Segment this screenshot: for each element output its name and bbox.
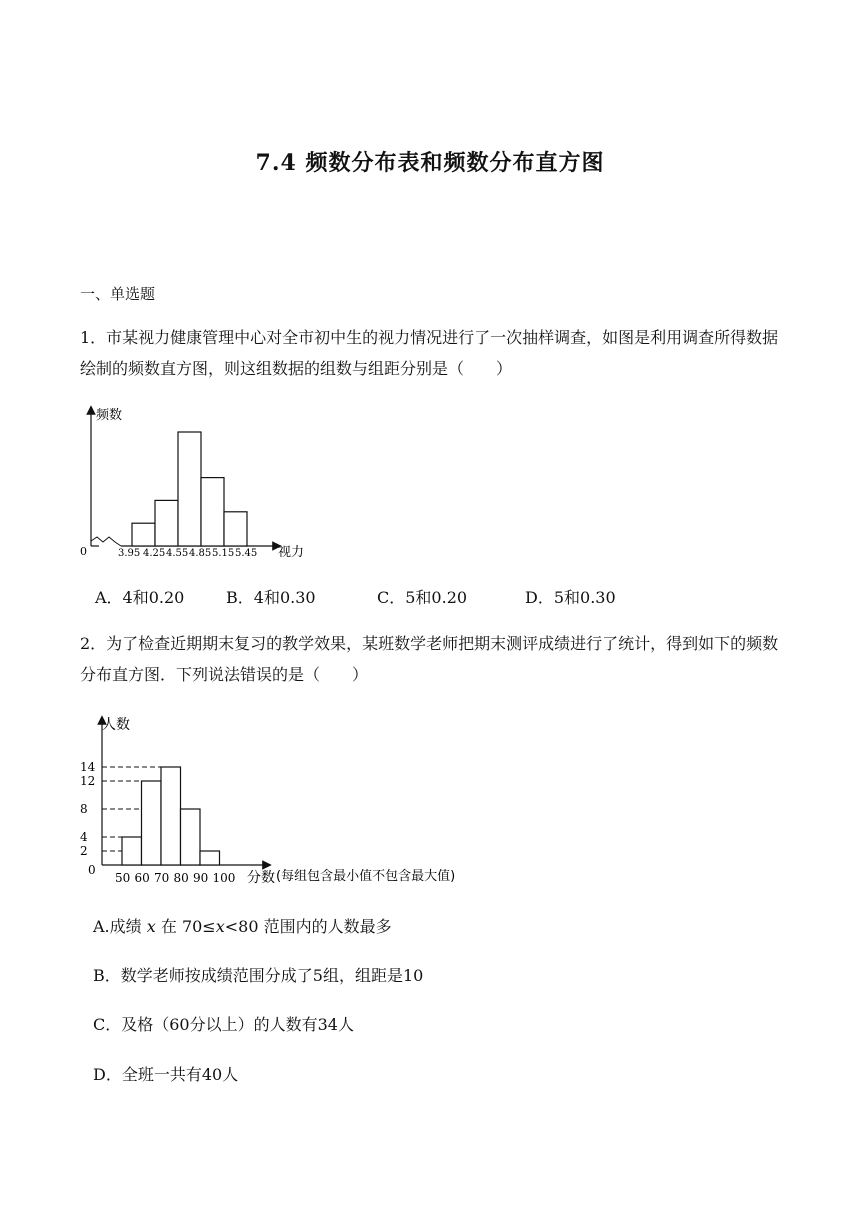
x-axis-label: 分数 bbox=[247, 870, 275, 886]
option-a[interactable]: A．4和0.20 bbox=[95, 588, 185, 607]
question-1-options bbox=[95, 585, 616, 608]
x-tick-label: 50 bbox=[115, 871, 131, 885]
origin-label: 0 bbox=[80, 545, 87, 558]
x-tick-label: 4.25 bbox=[143, 548, 166, 559]
chart-note: (每组包含最小值不包含最大值) bbox=[276, 869, 456, 884]
y-tick-label: 4 bbox=[80, 830, 88, 844]
histogram-bar bbox=[142, 781, 162, 865]
x-tick-label: 60 bbox=[134, 871, 150, 885]
y-tick-label: 12 bbox=[80, 774, 96, 788]
origin-label: 0 bbox=[88, 863, 96, 877]
figure-2-histogram bbox=[72, 712, 472, 896]
x-tick-label: 5.45 bbox=[235, 548, 258, 559]
histogram-bar bbox=[200, 851, 220, 865]
score-histogram bbox=[72, 712, 472, 892]
histogram-bar bbox=[181, 809, 201, 865]
axis-break-icon bbox=[91, 537, 121, 546]
histogram-bar bbox=[132, 523, 155, 546]
section-heading: 一、单选题 bbox=[80, 285, 156, 303]
figure-1-histogram bbox=[72, 400, 342, 569]
x-tick-label: 5.15 bbox=[212, 548, 235, 559]
x-tick-label: 80 bbox=[173, 871, 189, 885]
histogram-bar bbox=[201, 478, 224, 546]
option-c[interactable]: C．及格（60分以上）的人数有34人 bbox=[93, 1015, 354, 1034]
x-tick-label: 90 bbox=[193, 871, 209, 885]
question-2-text: 2．为了检查近期期末复习的教学效果，某班数学老师把期末测评成绩进行了统计，得到如下的频数分布直方图．下列说法错误的是（ ） bbox=[80, 634, 779, 684]
histogram-bar bbox=[155, 500, 178, 546]
histogram-bar bbox=[178, 432, 201, 546]
option-c[interactable]: C．5和0.20 bbox=[377, 588, 468, 607]
vision-histogram bbox=[72, 400, 342, 565]
y-tick-label: 2 bbox=[80, 844, 88, 858]
x-tick-label: 70 bbox=[154, 871, 170, 885]
y-tick-label: 8 bbox=[80, 802, 88, 816]
option-a[interactable]: A.成绩 x 在 70≤x<80 范围内的人数最多 bbox=[93, 917, 392, 936]
x-tick-label: 100 bbox=[212, 871, 236, 885]
x-tick-label: 3.95 bbox=[118, 548, 141, 559]
x-tick-label: 4.85 bbox=[189, 548, 212, 559]
option-b[interactable]: B．4和0.30 bbox=[226, 588, 316, 607]
option-d[interactable]: D．全班一共有40人 bbox=[93, 1065, 239, 1084]
histogram-bar bbox=[122, 837, 142, 865]
x-axis-label: 视力 bbox=[278, 545, 305, 560]
histogram-bar bbox=[224, 512, 247, 546]
page-title: 7.4 频数分布表和频数分布直方图 bbox=[255, 150, 605, 176]
option-d[interactable]: D．5和0.30 bbox=[525, 588, 616, 607]
y-axis-label: 频数 bbox=[96, 408, 123, 423]
x-tick-label: 4.55 bbox=[166, 548, 189, 559]
option-b[interactable]: B．数学老师按成绩范围分成了5组，组距是10 bbox=[93, 966, 424, 985]
histogram-bar bbox=[161, 767, 181, 865]
y-tick-label: 14 bbox=[80, 760, 96, 774]
question-1-text: 1．市某视力健康管理中心对全市初中生的视力情况进行了一次抽样调查，如图是利用调查所得数据绘制的频数直方图，则这组数据的组数与组距分别是（ ） bbox=[80, 328, 779, 378]
y-axis-label: 人数 bbox=[102, 717, 130, 733]
